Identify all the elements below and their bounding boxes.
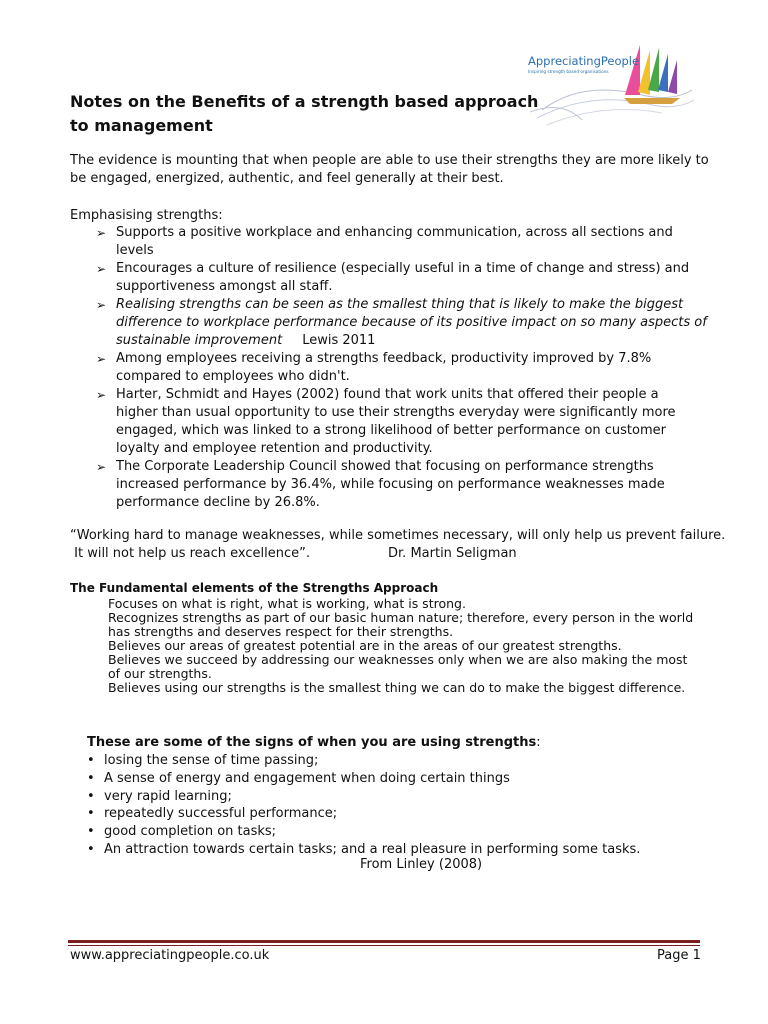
bullet-item <box>94 260 714 296</box>
bullet-item <box>94 296 714 350</box>
sail-purple-icon <box>668 60 677 94</box>
list-item <box>86 752 640 770</box>
footer-rule <box>68 940 700 943</box>
bullet-dot-icon: • <box>87 788 95 804</box>
bullet-line: Supports a positive workplace and enhancing communication, across all sections and <box>116 225 673 240</box>
fundamentals-line: Believes using our strengths is the smallest thing we can do to make the biggest difference. <box>108 680 686 695</box>
sail-blue-icon <box>658 54 668 92</box>
arrow-bullet-icon: ➢ <box>96 460 107 474</box>
seligman-quote <box>70 527 750 563</box>
bullet-line: increased performance by 36.4%, while focusing on performance weaknesses made <box>116 477 665 492</box>
intro-paragraph <box>70 152 720 188</box>
list-item <box>86 805 640 823</box>
bullet-line: performance decline by 26.8%. <box>116 495 320 510</box>
list-item <box>86 788 640 806</box>
fundamentals-line: Focuses on what is right, what is working, what is strong. <box>108 596 466 611</box>
arrow-bullet-icon: ➢ <box>96 262 107 276</box>
bullet-line: difference to workplace performance because of its positive impact on so many aspects of <box>116 315 707 330</box>
fundamentals-list <box>108 597 728 695</box>
bullet-line: loyalty and employee retention and productivity. <box>116 441 433 456</box>
bullet-line <box>116 332 714 350</box>
list-item-text: very rapid learning; <box>104 788 232 804</box>
fundamentals-line: Believes we succeed by addressing our weaknesses only when we are also making the most <box>108 652 688 667</box>
list-item <box>86 770 640 788</box>
arrow-bullet-icon: ➢ <box>96 388 107 402</box>
quote-line-1: “Working hard to manage weaknesses, while sometimes necessary, will only help us prevent failure. <box>70 528 726 543</box>
bullet-dot-icon: • <box>87 770 95 786</box>
fundamentals-line: of our strengths. <box>108 666 212 681</box>
title-line-1: Notes on the Benefits of a strength based approach <box>70 92 539 111</box>
bullet-line: supportiveness amongst all staff. <box>116 279 333 294</box>
strengths-bullet-list <box>94 224 714 512</box>
fundamentals-line: Believes our areas of greatest potential are in the areas of our greatest strengths. <box>108 638 622 653</box>
signs-heading-text: These are some of the signs of when you are using strengths <box>87 735 537 750</box>
list-item-text: good completion on tasks; <box>104 824 277 840</box>
logo-graphic <box>522 40 697 130</box>
quote-author: Dr. Martin Seligman <box>388 546 517 561</box>
quote-line-2 <box>70 545 750 563</box>
quote-line-2-text: It will not help us reach excellence”. <box>74 546 311 561</box>
bullet-line: Realising strengths can be seen as the smallest thing that is likely to make the biggest <box>116 297 684 312</box>
bullet-item <box>94 350 714 386</box>
bullet-line: Encourages a culture of resilience (especially useful in a time of change and stress) and <box>116 261 690 276</box>
signs-source: From Linley (2008) <box>360 857 483 872</box>
intro-line-2: be engaged, energized, authentic, and feel generally at their best. <box>70 171 504 186</box>
arrow-bullet-icon: ➢ <box>96 226 107 240</box>
bullet-dot-icon: • <box>87 806 95 822</box>
bullet-dot-icon: • <box>87 841 95 857</box>
arrow-bullet-icon: ➢ <box>96 352 107 366</box>
signs-heading <box>87 735 541 751</box>
list-item <box>86 823 640 841</box>
page-number: Page 1 <box>657 948 701 963</box>
bullet-line: levels <box>116 243 154 258</box>
footer-rule-thin <box>68 945 700 946</box>
bullet-item <box>94 386 714 458</box>
sail-pink-icon <box>625 45 640 95</box>
bullet-item <box>94 458 714 512</box>
list-item-text: losing the sense of time passing; <box>104 753 319 768</box>
list-item-text: repeatedly successful performance; <box>104 806 338 822</box>
arrow-bullet-icon: ➢ <box>96 298 107 312</box>
bullet-line: compared to employees who didn't. <box>116 369 350 384</box>
bullet-dot-icon: • <box>87 824 95 840</box>
bullet-line-text: sustainable improvement <box>116 333 283 348</box>
intro-line-1: The evidence is mounting that when people are able to use their strengths they are more likely to <box>70 153 709 168</box>
bullet-line: The Corporate Leadership Council showed that focusing on performance strengths <box>116 459 654 474</box>
fundamentals-heading: The Fundamental elements of the Strengths Approach <box>70 581 439 595</box>
list-item-text: A sense of energy and engagement when doing certain things <box>104 770 510 786</box>
signs-list <box>86 752 640 859</box>
bullet-dot-icon: • <box>87 753 95 768</box>
list-item-text: An attraction towards certain tasks; and a real pleasure in performing some tasks. <box>104 841 641 857</box>
bullet-item <box>94 224 714 260</box>
appreciating-people-logo <box>522 40 697 130</box>
fundamentals-line: Recognizes strengths as part of our basic human nature; therefore, every person in the world <box>108 610 694 625</box>
footer-website-link[interactable]: www.appreciatingpeople.co.uk <box>70 948 270 963</box>
emphasising-label: Emphasising strengths: <box>70 208 223 223</box>
logo-tagline-text: Inspiring strength based organisations <box>528 69 609 74</box>
fundamentals-line: has strengths and deserves respect for their strengths. <box>108 624 454 639</box>
document-title <box>70 90 540 138</box>
bullet-line: higher than usual opportunity to use their strengths everyday were significantly more <box>116 405 676 420</box>
citation: Lewis 2011 <box>302 333 376 348</box>
bullet-line: Harter, Schmidt and Hayes (2002) found that work units that offered their people a <box>116 387 659 402</box>
bullet-line: Among employees receiving a strengths feedback, productivity improved by 7.8% <box>116 351 652 366</box>
title-line-2: to management <box>70 116 213 135</box>
bullet-line: engaged, which was linked to a strong likelihood of better performance on customer <box>116 423 666 438</box>
logo-brand-text: AppreciatingPeople <box>528 54 640 68</box>
signs-heading-colon: : <box>536 735 541 750</box>
